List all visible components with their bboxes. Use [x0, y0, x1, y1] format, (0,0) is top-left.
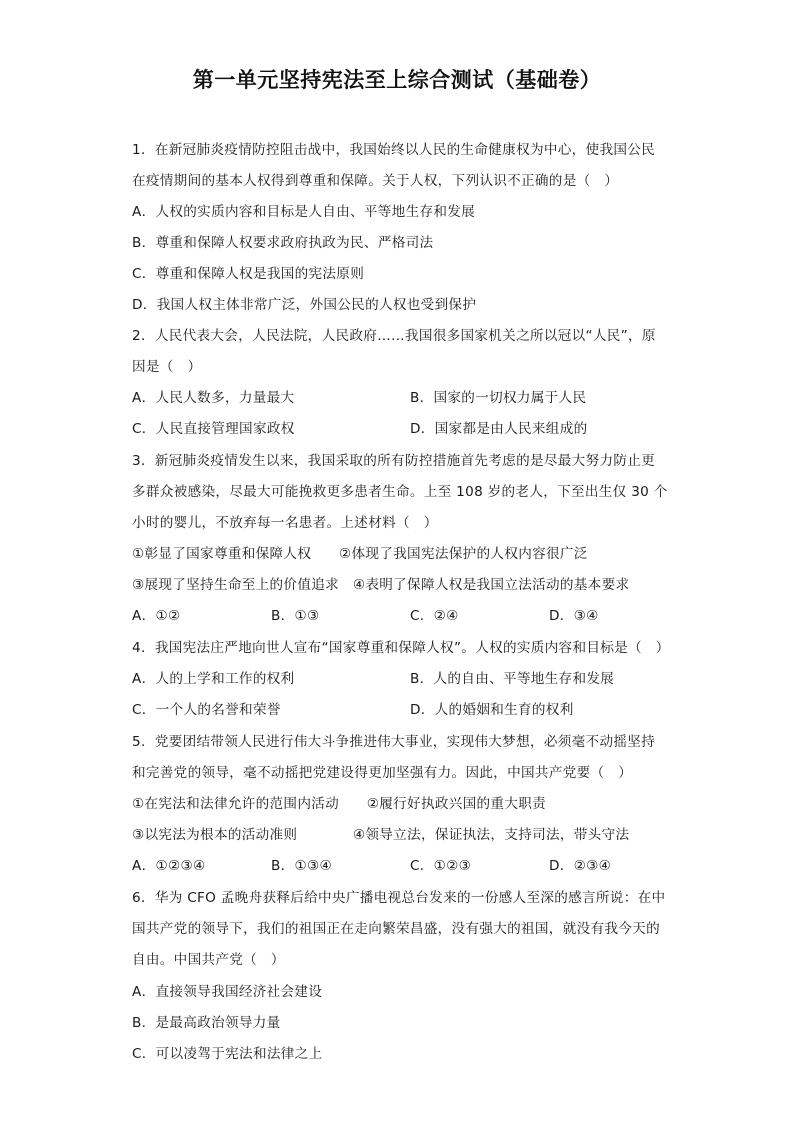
q3-statements-1-2: ①彰显了国家尊重和保障人权 ②体现了我国宪法保护的人权内容很广泛	[132, 546, 588, 562]
q5-statements-1-2: ①在宪法和法律允许的范围内活动 ②履行好执政兴国的重大职责	[132, 796, 546, 812]
q2-option-c: C．人民直接管理国家政权	[132, 421, 295, 437]
q5-option-d: D．②③④	[549, 858, 612, 874]
q5-statements-3-4: ③以宪法为根本的活动准则 ④领导立法，保证执法，支持司法，带头守法	[132, 827, 630, 843]
q2-option-d: D．国家都是由人民来组成的	[410, 421, 588, 437]
q4-option-d: D．人的婚姻和生育的权利	[410, 702, 574, 718]
q5-option-c: C．①②③	[410, 858, 472, 874]
q6-stem-line3: 自由。中国共产党（ ）	[132, 952, 285, 968]
q6-stem-line2: 国共产党的领导下，我们的祖国正在走向繁荣昌盛，没有强大的祖国，就没有我今天的	[132, 921, 660, 937]
q3-stem-line1: 3．新冠肺炎疫情发生以来，我国采取的所有防控措施首先考虑的是尽最大努力防止更	[132, 453, 656, 469]
q1-option-b: B．尊重和保障人权要求政府执政为民、严格司法	[132, 235, 434, 251]
page-title: 第一单元坚持宪法至上综合测试（基础卷）	[192, 68, 602, 92]
q3-option-c: C．②④	[410, 608, 459, 624]
q1-option-d: D．我国人权主体非常广泛，外国公民的人权也受到保护	[132, 297, 477, 313]
q1-option-a: A．人权的实质内容和目标是人自由、平等地生存和发展	[132, 204, 476, 220]
q1-stem-line2: 在疫情期间的基本人权得到尊重和保障。关于人权，下列认识不正确的是（ ）	[132, 173, 619, 189]
q1-stem-line1: 1．在新冠肺炎疫情防控阻击战中，我国始终以人民的生命健康权为中心，使我国公民	[132, 142, 656, 158]
q3-stem-line2: 多群众被感染，尽最大可能挽救更多患者生命。上至 108 岁的老人，下至出生仅 30 个	[132, 484, 668, 500]
q4-option-c: C．一个人的名誉和荣誉	[132, 702, 281, 718]
q6-stem-line1: 6．华为 CFO 孟晚舟获释后给中央广播电视总台发来的一份感人至深的感言所说：在中	[132, 890, 666, 906]
q3-option-b: B．①③	[271, 608, 320, 624]
q5-option-b: B．①③④	[271, 858, 332, 874]
q3-stem-line3: 小时的婴儿，不放弃每一名患者。上述材料（ ）	[132, 515, 438, 531]
q3-option-a: A．①②	[132, 608, 181, 624]
q4-stem-line1: 4．我国宪法庄严地向世人宣布“国家尊重和保障人权”。人权的实质内容和目标是（ ）	[132, 640, 670, 656]
q6-option-c: C．可以凌驾于宪法和法律之上	[132, 1046, 323, 1062]
q2-stem-line2: 因是（ ）	[132, 359, 202, 375]
q3-option-d: D．③④	[549, 608, 599, 624]
q1-option-c: C．尊重和保障人权是我国的宪法原则	[132, 266, 365, 282]
q3-statements-3-4: ③展现了坚持生命至上的价值追求 ④表明了保障人权是我国立法活动的基本要求	[132, 577, 630, 593]
q5-option-a: A．①②③④	[132, 858, 206, 874]
q2-stem-line1: 2．人民代表大会，人民法院，人民政府……我国很多国家机关之所以冠以“人民”，原	[132, 328, 656, 344]
q4-option-a: A．人的上学和工作的权利	[132, 671, 295, 687]
q6-option-b: B．是最高政治领导力量	[132, 1015, 281, 1031]
q4-option-b: B．人的自由、平等地生存和发展	[410, 671, 615, 687]
q5-stem-line1: 5．党要团结带领人民进行伟大斗争推进伟大事业，实现伟大梦想，必须毫不动摇坚持	[132, 734, 656, 750]
q2-option-b: B．国家的一切权力属于人民	[410, 390, 587, 406]
q6-option-a: A．直接领导我国经济社会建设	[132, 984, 323, 1000]
q2-option-a: A．人民人数多，力量最大	[132, 390, 295, 406]
q5-stem-line2: 和完善党的领导，毫不动摇把党建设得更加坚强有力。因此，中国共产党要（ ）	[132, 765, 633, 781]
